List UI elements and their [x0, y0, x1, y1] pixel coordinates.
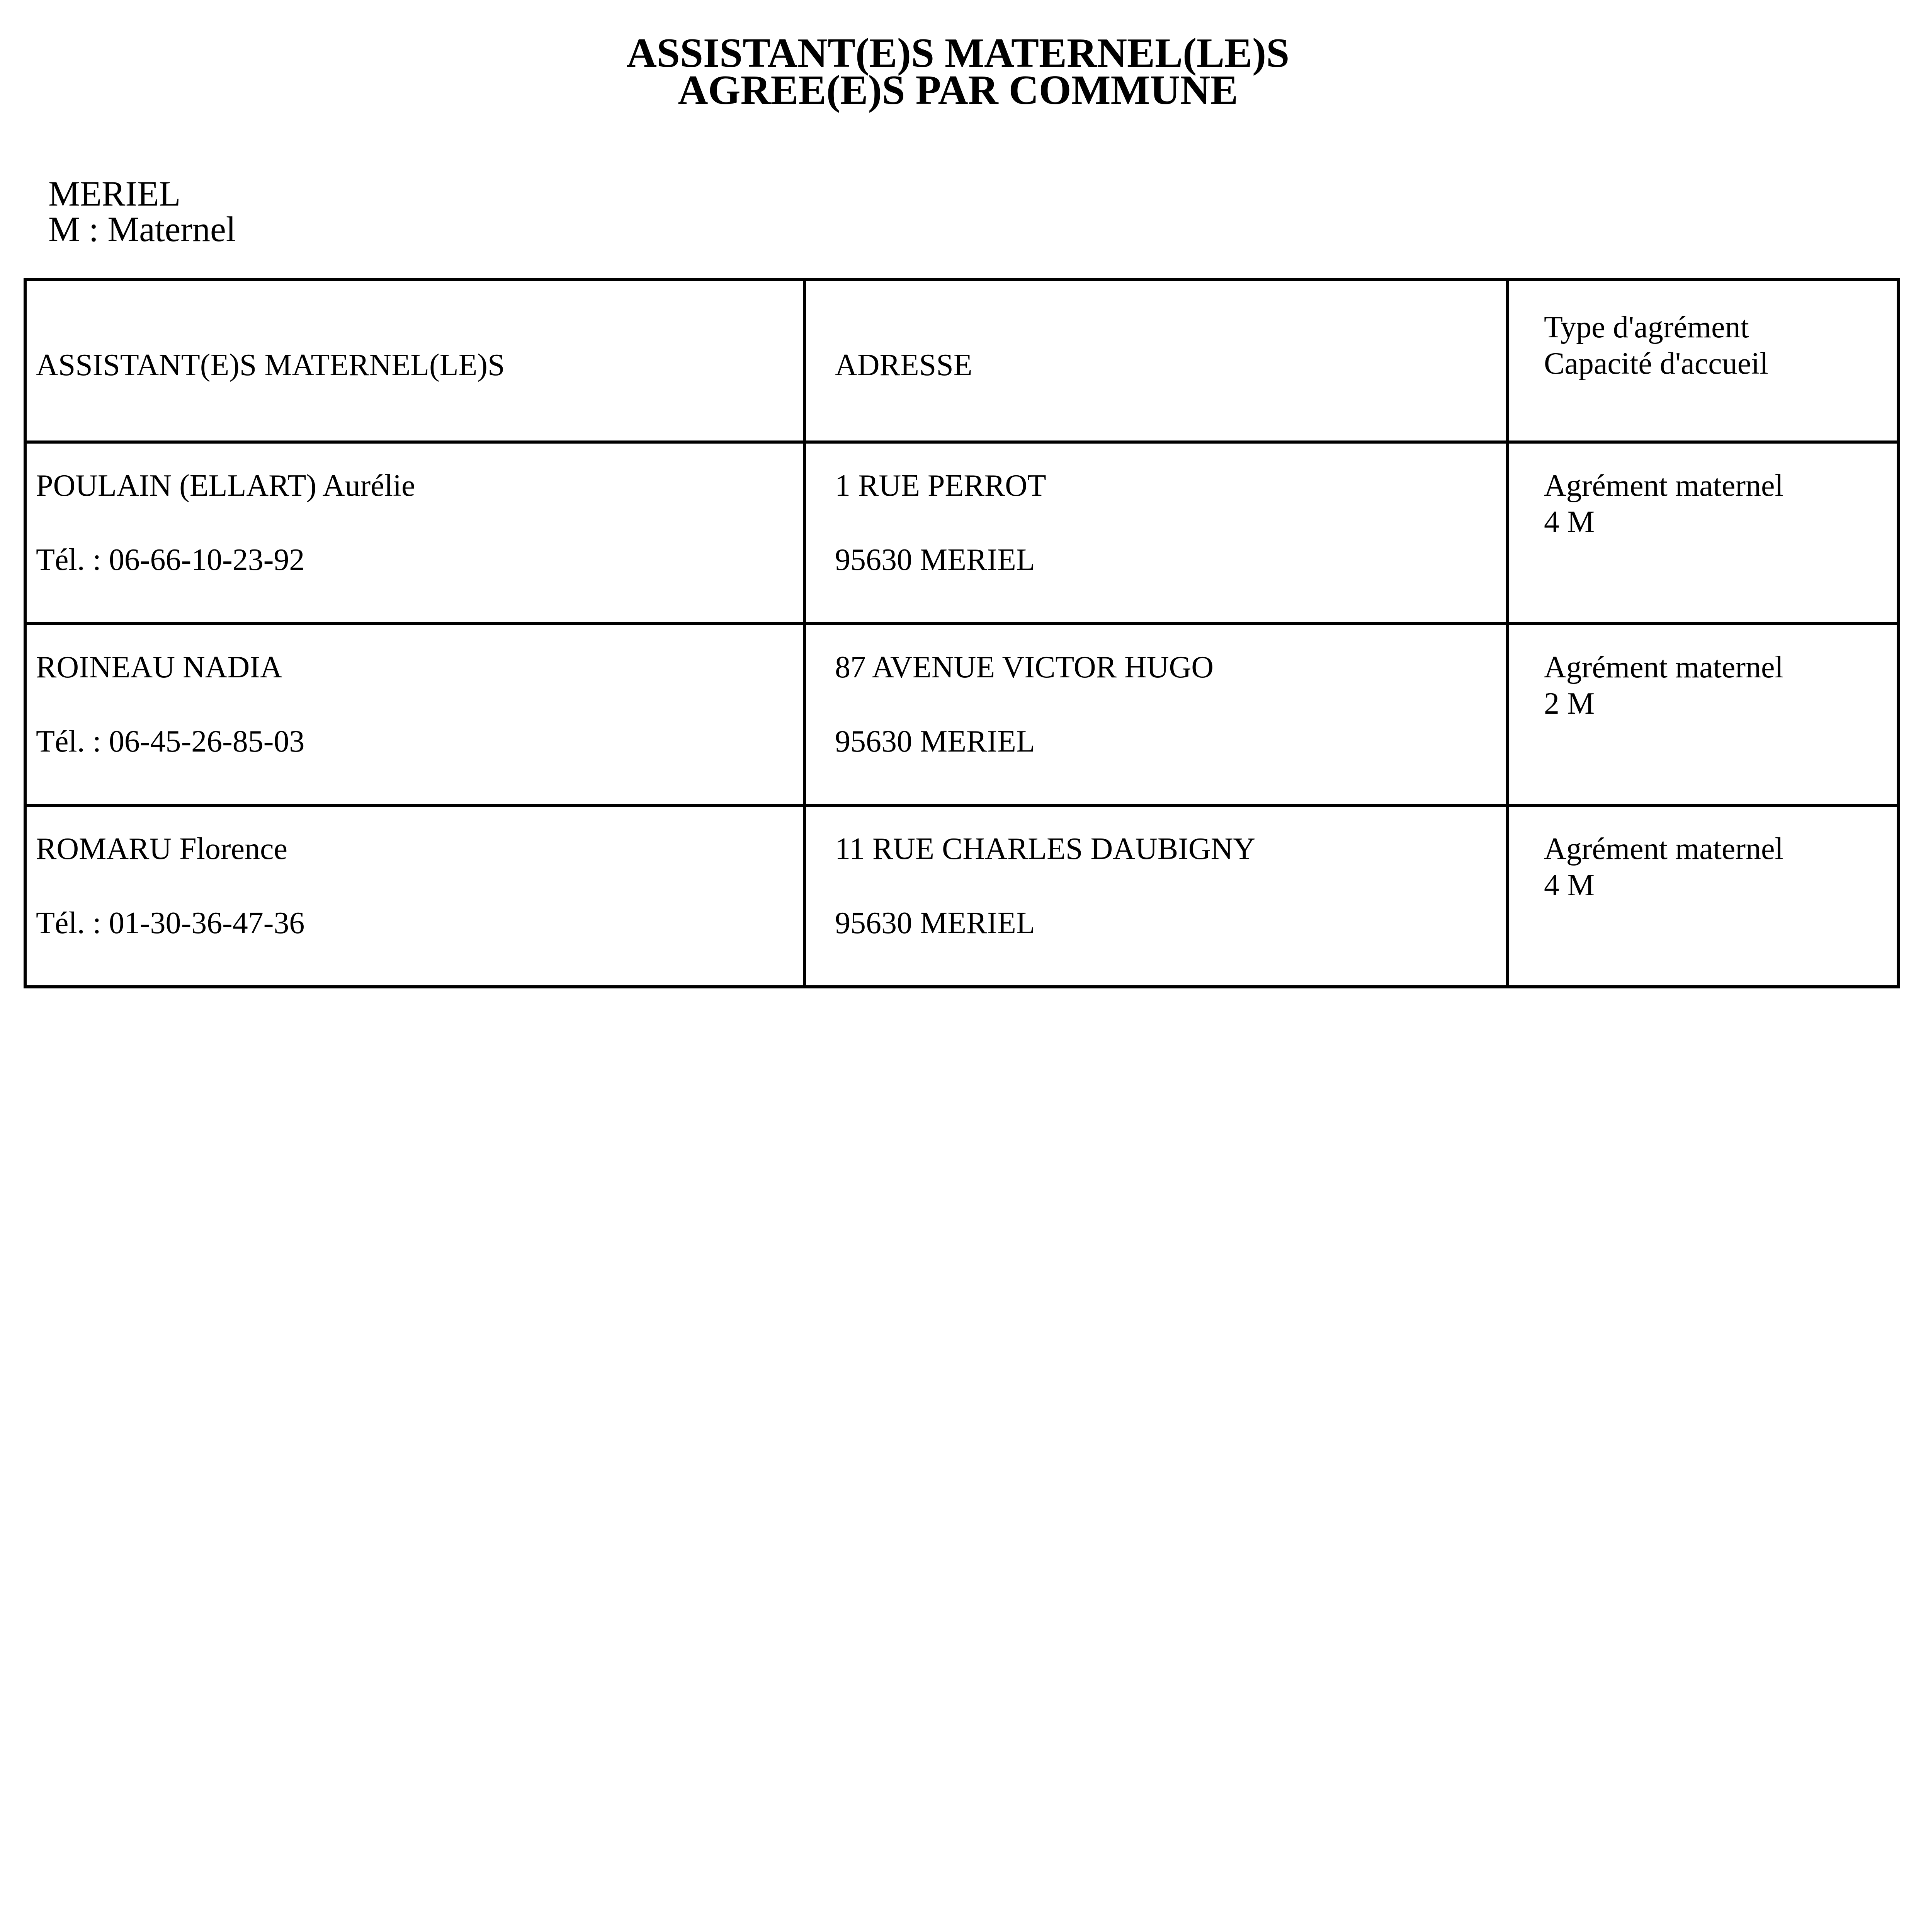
- address-street: 11 RUE CHARLES DAUBIGNY: [835, 832, 1256, 866]
- title-line-2: AGREE(E)S PAR COMMUNE: [678, 67, 1238, 113]
- address-city: 95630 MERIEL: [835, 543, 1035, 577]
- title-line-1: ASSISTANT(E)S MATERNEL(LE)S: [626, 30, 1290, 76]
- table-row: [25, 624, 1898, 805]
- address-cell: [804, 624, 1508, 805]
- agrement-cell: [1508, 442, 1898, 624]
- column-header-address: [804, 280, 1508, 442]
- address-cell: [804, 805, 1508, 987]
- commune-block: [48, 176, 236, 247]
- table-header-row: [25, 280, 1898, 442]
- commune-name: MERIEL: [48, 174, 181, 213]
- table-row: [25, 442, 1898, 624]
- address-city: 95630 MERIEL: [835, 724, 1035, 759]
- assistant-cell: [25, 805, 804, 987]
- column-header-address-label: ADRESSE: [835, 348, 972, 382]
- assistant-name: POULAIN (ELLART) Aurélie: [36, 469, 415, 503]
- agrement-cell: [1508, 624, 1898, 805]
- assistant-phone: Tél. : 06-66-10-23-92: [36, 543, 305, 577]
- agrement-type: Agrément maternel: [1544, 469, 1783, 503]
- table-row: [25, 805, 1898, 987]
- column-header-type-label: Type d'agrément: [1544, 310, 1749, 344]
- agrement-capacity: 2 M: [1544, 687, 1595, 721]
- agrement-type: Agrément maternel: [1544, 650, 1783, 684]
- agrement-cell: [1508, 805, 1898, 987]
- column-header-assistants-label: ASSISTANT(E)S MATERNEL(LE)S: [36, 348, 505, 382]
- agrement-legend: M : Maternel: [48, 209, 236, 249]
- agrement-capacity: 4 M: [1544, 868, 1595, 902]
- agrement-capacity: 4 M: [1544, 505, 1595, 539]
- assistant-cell: [25, 624, 804, 805]
- address-street: 1 RUE PERROT: [835, 469, 1046, 503]
- assistant-name: ROMARU Florence: [36, 832, 288, 866]
- column-header-type: [1508, 280, 1898, 442]
- address-street: 87 AVENUE VICTOR HUGO: [835, 650, 1214, 684]
- assistant-phone: Tél. : 06-45-26-85-03: [36, 724, 305, 759]
- assistant-cell: [25, 442, 804, 624]
- address-city: 95630 MERIEL: [835, 906, 1035, 940]
- assistant-name: ROINEAU NADIA: [36, 650, 282, 684]
- document-title: [0, 30, 1916, 113]
- assistants-table: [24, 278, 1900, 988]
- assistant-phone: Tél. : 01-30-36-47-36: [36, 906, 305, 940]
- column-header-assistants: [25, 280, 804, 442]
- column-header-capacity-label: Capacité d'accueil: [1544, 347, 1768, 381]
- address-cell: [804, 442, 1508, 624]
- agrement-type: Agrément maternel: [1544, 832, 1783, 866]
